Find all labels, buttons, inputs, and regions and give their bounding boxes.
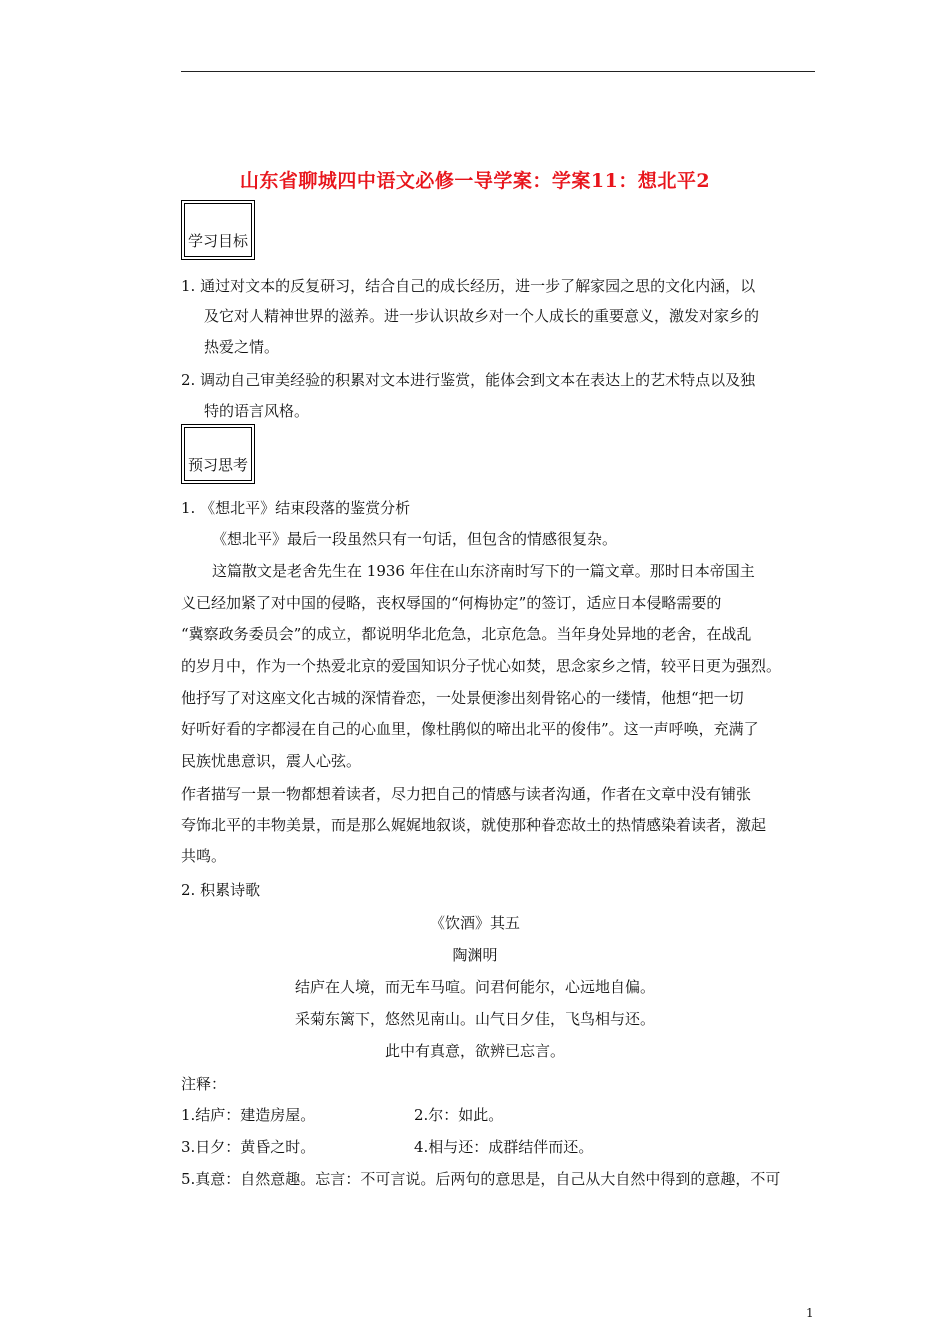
header-rule	[181, 71, 815, 72]
note-item: 4.相与还：成群结伴而还。	[414, 1138, 594, 1156]
preview-line: 民族忧患意识，震人心弦。	[181, 752, 362, 770]
goal-line: 2. 调动自己审美经验的积累对文本进行鉴赏，能体会到文本在表达上的艺术特点以及独	[181, 371, 756, 389]
preview-line: 共鸣。	[181, 847, 227, 865]
section-box-goals-label: 学习目标	[188, 232, 249, 250]
preview-line: 他抒写了对这座文化古城的深情眷恋，一处景便渗出刻骨铭心的一缕情，他想“把一切	[181, 689, 744, 707]
preview-line: 这篇散文是老舍先生在 1936 年住在山东济南时写下的一篇文章。那时日本帝国主	[212, 562, 755, 580]
page-title: 山东省聊城四中语文必修一导学案：学案11：想北平2	[239, 170, 711, 192]
note-item: 5.真意：自然意趣。忘言：不可言说。后两句的意思是，自己从大自然中得到的意趣，不可	[181, 1170, 781, 1188]
poem-line: 此中有真意，欲辨已忘言。	[384, 1042, 565, 1060]
preview-line: 好听好看的字都浸在自己的心血里，像杜鹃似的啼出北平的俊伟”。这一声呼唤，充满了	[181, 720, 759, 738]
goal-line: 特的语言风格。	[204, 402, 310, 420]
poem-title: 《饮酒》其五	[429, 914, 520, 932]
preview-line: 1. 《想北平》结束段落的鉴赏分析	[181, 499, 411, 517]
preview-line: 作者描写一景一物都想着读者，尽力把自己的情感与读者沟通，作者在文章中没有铺张	[181, 785, 752, 803]
section-box-goals	[181, 200, 255, 260]
note-item: 1.结庐：建造房屋。	[181, 1106, 316, 1124]
preview-line: “冀察政务委员会”的成立，都说明华北危急，北京危急。当年身处异地的老舍，在战乱	[181, 625, 752, 643]
note-item: 2.尔：如此。	[414, 1106, 504, 1124]
preview-line: 夸饰北平的丰物美景，而是那么娓娓地叙谈，就使那种眷恋故土的热情感染着读者，激起	[181, 816, 767, 834]
poem-line: 结庐在人境，而无车马喧。问君何能尔，心远地自偏。	[294, 978, 655, 996]
page-number: 1	[806, 1306, 814, 1320]
preview-line: 2. 积累诗歌	[181, 881, 261, 899]
preview-line: 义已经加紧了对中国的侵略，丧权辱国的“何梅协定”的签订，适应日本侵略需要的	[181, 594, 722, 612]
poem-line: 采菊东篱下，悠然见南山。山气日夕佳，飞鸟相与还。	[294, 1010, 655, 1028]
preview-line: 的岁月中，作为一个热爱北京的爱国知识分子忧心如焚，思念家乡之情，较平日更为强烈。	[181, 657, 782, 675]
notes-label: 注释：	[181, 1075, 227, 1093]
preview-line: 《想北平》最后一段虽然只有一句话，但包含的情感很复杂。	[212, 530, 618, 548]
note-item: 3.日夕：黄昏之时。	[181, 1138, 316, 1156]
section-box-preview-label: 预习思考	[188, 456, 249, 474]
section-box-preview	[181, 424, 255, 484]
goal-line: 热爱之情。	[204, 338, 280, 356]
poem-author: 陶渊明	[452, 946, 498, 964]
goal-line: 1. 通过对文本的反复研习，结合自己的成长经历，进一步了解家园之思的文化内涵，以	[181, 277, 756, 295]
goal-line: 及它对人精神世界的滋养。进一步认识故乡对一个人成长的重要意义，激发对家乡的	[204, 307, 760, 325]
